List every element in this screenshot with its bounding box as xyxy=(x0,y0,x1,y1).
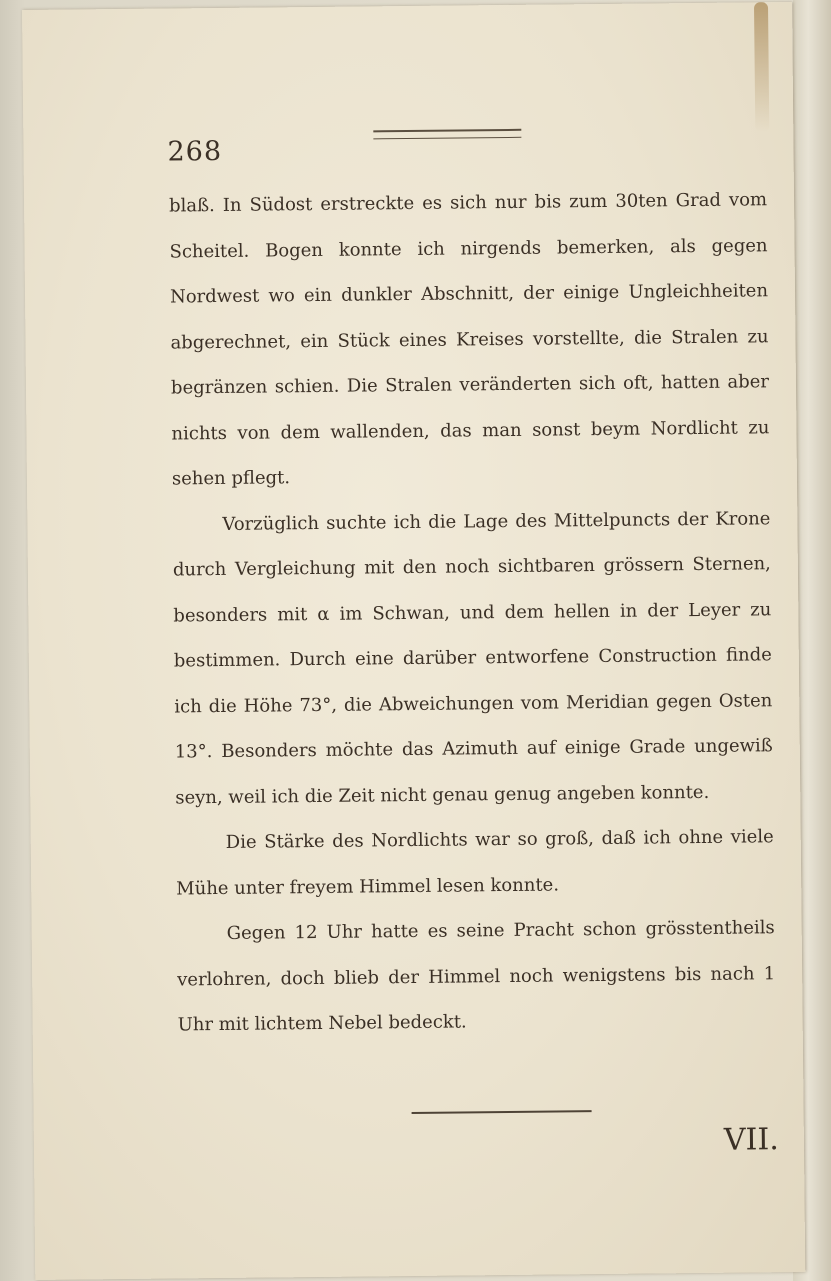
section-end-rule xyxy=(412,1110,592,1114)
paragraph-2: Vorzüglich suchte ich die Lage des Mittelpuncts der Krone durch Vergleichung mit den noch sichtbaren grössern Sternen, besonders mit α im Schwan, und dem hellen in der Leyer zu bestimmen. Durch eine darüber entworfene Construction finde ich die Höhe 73°, die Abweichungen vom Meridian gegen Osten 13°. Besonders möchte das Azimuth auf einige Grade ungewiß seyn, weil ich die Zeit nicht genau genug angeben konnte. xyxy=(172,507,773,808)
body-text xyxy=(169,177,776,1048)
catchword: VII. xyxy=(723,1122,779,1158)
paragraph-3: Die Stärke des Nordlichts war so groß, daß ich ohne viele Mühe unter freyem Himmel lesen konnte. xyxy=(176,826,774,899)
page-number: 268 xyxy=(167,135,223,168)
header-ornament-rule xyxy=(373,129,521,140)
paragraph-4: Gegen 12 Uhr hatte es seine Pracht schon grösstentheils verlohren, doch blieb der Himmel noch wenigstens bis nach 1 Uhr mit lichtem Nebel bedeckt. xyxy=(177,917,776,1036)
page-stain xyxy=(754,2,769,132)
paragraph-1: blaß. In Südost erstreckte es sich nur bis zum 30ten Grad vom Scheitel. Bogen konnte ich nirgends bemerken, als gegen Nordwest wo ein dunkler Abschnitt, der einige Ungleichheiten abgerechnet, ein Stück eines Kreises vorstellte, die Stralen zu begränzen schien. Die Stralen veränderten sich oft, hatten aber nichts von dem wallenden, das man sonst beym Nordlicht zu sehen pflegt. xyxy=(168,189,770,490)
book-page xyxy=(22,2,805,1280)
